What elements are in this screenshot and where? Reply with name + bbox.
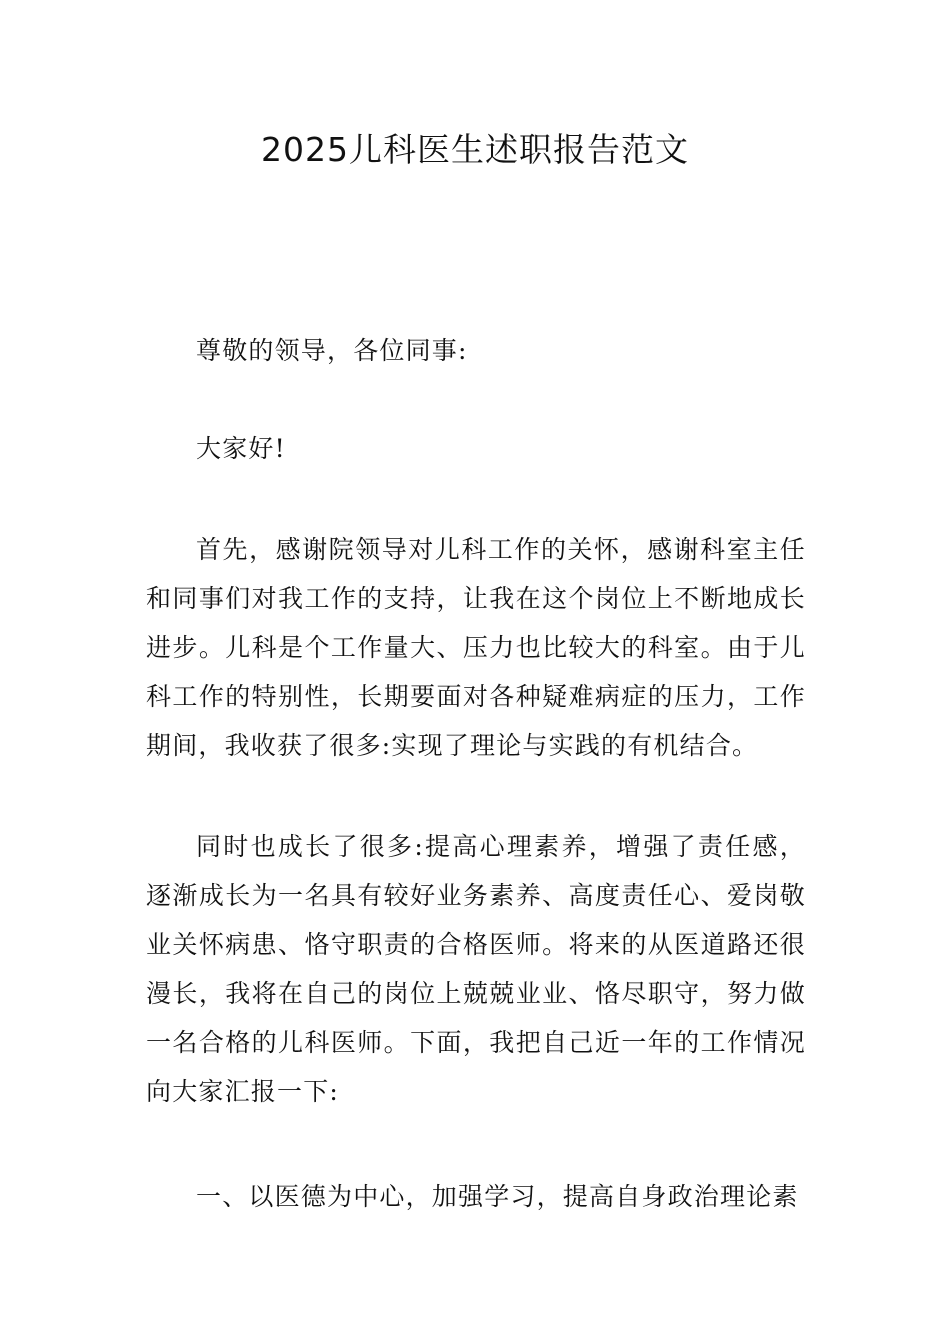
document-title: 2025儿科医生述职报告范文 <box>261 130 689 169</box>
thanks-text: 首先，感谢院领导对儿科工作的关怀，感谢科室主任和同事们对我工作的支持，让我在这个岗位上不断地成长进步。儿科是个工作量大、压力也比较大的科室。由于儿科工作的特别性，长期要面对各种疑难病症的压力，工作期间，我收获了很多:实现了理论与实践的有机结合。 <box>146 535 806 760</box>
section-one-heading <box>146 1172 806 1221</box>
salutation-paragraph <box>146 326 806 375</box>
greeting-text: 大家好! <box>196 434 286 463</box>
salutation-text: 尊敬的领导，各位同事: <box>196 336 468 365</box>
thanks-paragraph <box>146 525 806 770</box>
section-one-text: 一、以医德为中心，加强学习，提高自身政治理论素 <box>196 1182 799 1211</box>
growth-paragraph <box>146 822 806 1116</box>
greeting-paragraph <box>146 424 806 473</box>
growth-text: 同时也成长了很多:提高心理素养，增强了责任感，逐渐成长为一名具有较好业务素养、高度责任心、爱岗敬业关怀病患、恪守职责的合格医师。将来的从医道路还很漫长，我将在自己的岗位上兢兢业业、恪尽职守，努力做一名合格的儿科医师。下面，我把自己近一年的工作情况向大家汇报一下: <box>146 832 806 1106</box>
